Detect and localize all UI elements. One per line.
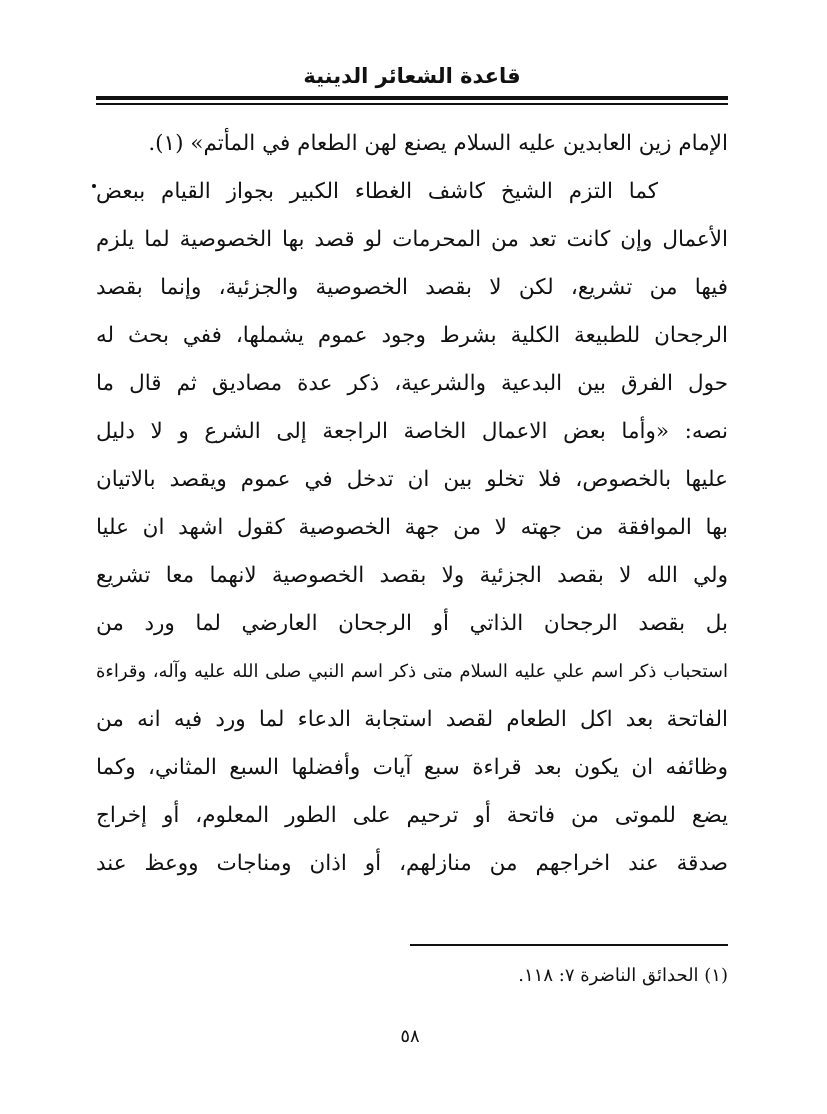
text-line: بل بقصد الرجحان الذاتي أو الرجحان العارضي لما ورد من	[96, 611, 728, 636]
text-line: نصه: «وأما بعض الاعمال الخاصة الراجعة إلى الشرع و لا دليل	[96, 419, 728, 444]
running-header-title: قاعدة الشعائر الدينية	[303, 64, 521, 88]
header-rule-thin	[96, 103, 728, 105]
footnote-separator	[410, 944, 728, 946]
text-line: ولي الله لا بقصد الجزئية ولا بقصد الخصوصية لانهما معا تشريع	[96, 563, 728, 588]
text-line: صدقة عند اخراجهم من منازلهم، أو اذان ومناجات ووعظ عند	[96, 851, 728, 876]
text-line: حول الفرق بين البدعية والشرعية، ذكر عدة مصاديق ثم قال ما	[96, 371, 728, 396]
text-line: استحباب ذكر اسم علي عليه السلام متى ذكر اسم النبي صلى الله عليه وآله، وقراءة	[96, 661, 728, 682]
body-text	[96, 120, 728, 888]
text-line: وظائفه ان يكون بعد قراءة سبع آيات وأفضلها السبع المثاني، وكما	[96, 755, 728, 780]
text-line: كما التزم الشيخ كاشف الغطاء الكبير بجواز القيام ببعض	[96, 179, 658, 204]
text-line: بها الموافقة من جهته لا من جهة الخصوصية كقول اشهد ان عليا	[96, 515, 728, 540]
text-line: عليها بالخصوص، فلا تخلو بين ان تدخل في عموم ويقصد بالاتيان	[96, 467, 728, 492]
text-line: الإمام زين العابدين عليه السلام يصنع لهن الطعام في المأتم» (١).	[148, 131, 728, 156]
text-line: فيها من تشريع، لكن لا بقصد الخصوصية والجزئية، وإنما بقصد	[96, 275, 728, 300]
text-line: الرجحان للطبيعة الكلية بشرط وجود عموم يشملها، ففي بحث له	[96, 323, 728, 348]
header-rule-thick	[96, 96, 728, 100]
text-line: يضع للموتى من فاتحة أو ترحيم على الطور المعلوم، أو إخراج	[96, 803, 728, 828]
text-line: الفاتحة بعد اكل الطعام لقصد استجابة الدعاء لما ورد فيه انه من	[96, 707, 728, 732]
page-number: ٥٨	[400, 1026, 420, 1047]
text-line: الأعمال وإن كانت تعد من المحرمات لو قصد بها الخصوصية لما يلزم	[96, 227, 728, 252]
footnote: (١) الحدائق الناضرة ٧: ١١٨.	[518, 965, 728, 986]
